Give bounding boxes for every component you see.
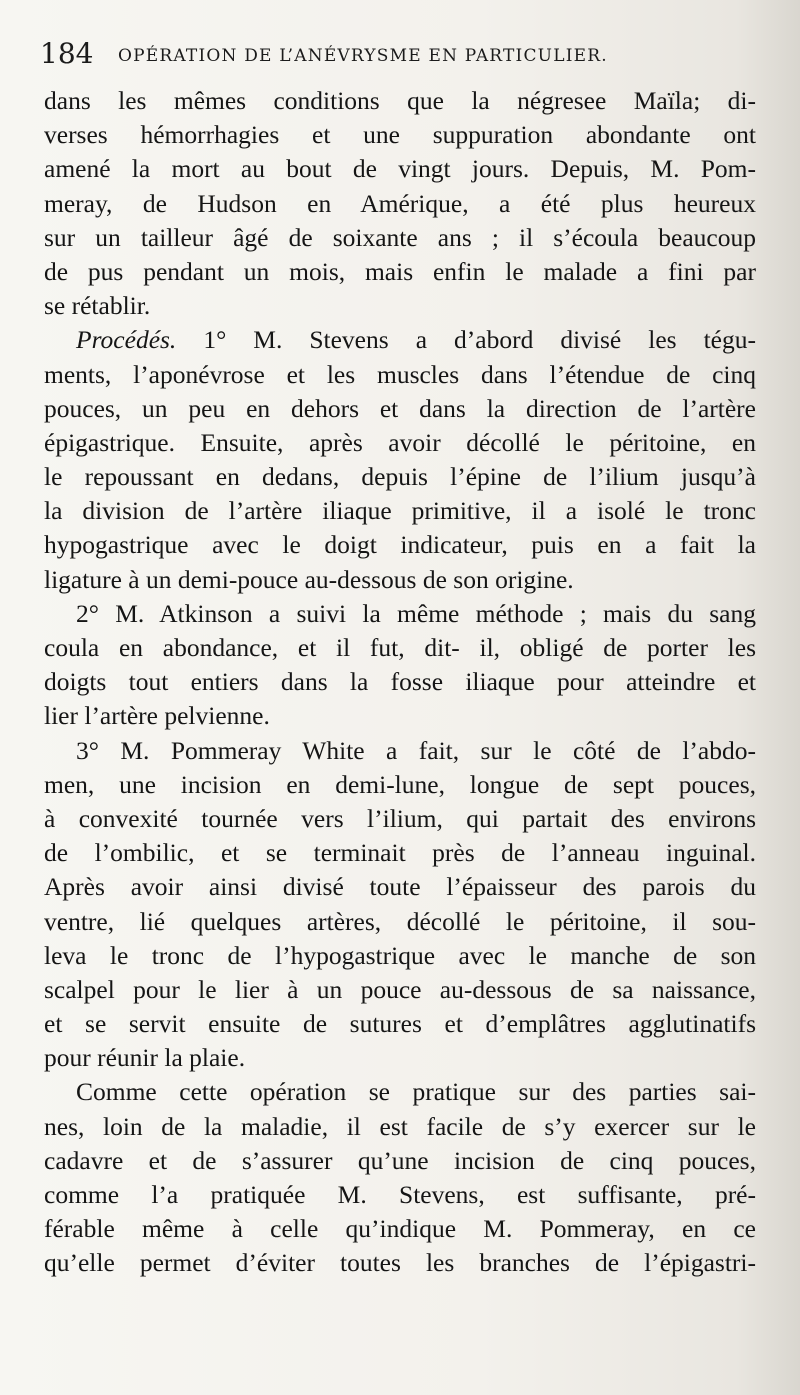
text-line: férable même à celle qu’indique M. Pommeray, en ce: [44, 1214, 756, 1244]
text-line: leva le tronc de l’hypogastrique avec le manche de son: [44, 940, 756, 970]
text-line: Comme cette opération se pratique sur des parties sai-: [76, 1077, 756, 1107]
body-text: [44, 84, 756, 1281]
text-line: à convexité tournée vers l’ilium, qui partait des environs: [44, 803, 756, 833]
text-line: le repoussant en dedans, depuis l’épine de l’ilium jusqu’à: [44, 462, 756, 492]
text-line: ments, l’aponévrose et les muscles dans l’étendue de cinq: [44, 359, 756, 389]
text-line: lier l’artère pelvienne.: [44, 701, 270, 731]
text-line: pour réunir la plaie.: [44, 1043, 246, 1073]
text-line: doigts tout entiers dans la fosse iliaque pour atteindre et: [44, 667, 756, 697]
text-line: qu’elle permet d’éviter toutes les branches de l’épigastri-: [44, 1248, 756, 1278]
text-line: la division de l’artère iliaque primitive, il a isolé le tronc: [44, 496, 756, 526]
text-line: men, une incision en demi-lune, longue de sept pouces,: [44, 769, 756, 799]
text-line: coula en abondance, et il fut, dit- il, obligé de porter les: [44, 633, 756, 662]
text-line: ligature à un demi-pouce au-dessous de son origine.: [44, 564, 574, 594]
text-line: sur un tailleur âgé de soixante ans ; il s’écoula beaucoup: [44, 222, 756, 252]
text-line: épigastrique. Ensuite, après avoir décollé le péritoine, en: [44, 427, 756, 457]
text-line: pouces, un peu en dehors et dans la direction de l’artère: [44, 393, 756, 423]
text-line: 3° M. Pommeray White a fait, sur le côté de l’abdo-: [76, 735, 756, 765]
text-line: amené la mort au bout de vingt jours. Depuis, M. Pom-: [44, 154, 756, 184]
procedes-text: 1° M. Stevens a d’abord divisé les tégu-: [176, 325, 756, 355]
procedes-heading: Procédés.: [76, 325, 177, 355]
text-line: cadavre et de s’assurer qu’une incision de cinq pouces,: [44, 1145, 756, 1175]
running-title: OPÉRATION DE L’ANÉVRYSME EN PARTICULIER.: [118, 46, 608, 66]
text-line: nes, loin de la maladie, il est facile de s’y exercer sur le: [44, 1111, 756, 1141]
text-line: de l’ombilic, et se terminait près de l’anneau inguinal.: [44, 838, 756, 868]
running-head: [40, 34, 760, 74]
text-line: 2° M. Atkinson a suivi la même méthode ; mais du sang: [76, 598, 756, 628]
text-line: meray, de Hudson en Amérique, a été plus heureux: [44, 188, 756, 218]
text-line: dans les mêmes conditions que la négresee Maïla; di-: [44, 86, 756, 115]
text-line: se rétablir.: [44, 291, 151, 321]
text-line: verses hémorrhagies et une suppuration abondante ont: [44, 120, 756, 150]
procedes-line: [44, 323, 756, 357]
text-line: Après avoir ainsi divisé toute l’épaisseur des parois du: [44, 872, 756, 902]
text-line: hypogastrique avec le doigt indicateur, puis en a fait la: [44, 530, 756, 560]
text-line: scalpel pour le lier à un pouce au-dessous de sa naissance,: [44, 974, 756, 1004]
page-number: 184: [40, 37, 94, 70]
text-line: et se servit ensuite de sutures et d’emplâtres agglutinatifs: [44, 1009, 756, 1039]
text-line: de pus pendant un mois, mais enfin le malade a fini par: [44, 256, 756, 286]
text-line: ventre, lié quelques artères, décollé le péritoine, il sou-: [44, 906, 756, 936]
text-line: comme l’a pratiquée M. Stevens, est suffisante, pré-: [44, 1180, 756, 1209]
